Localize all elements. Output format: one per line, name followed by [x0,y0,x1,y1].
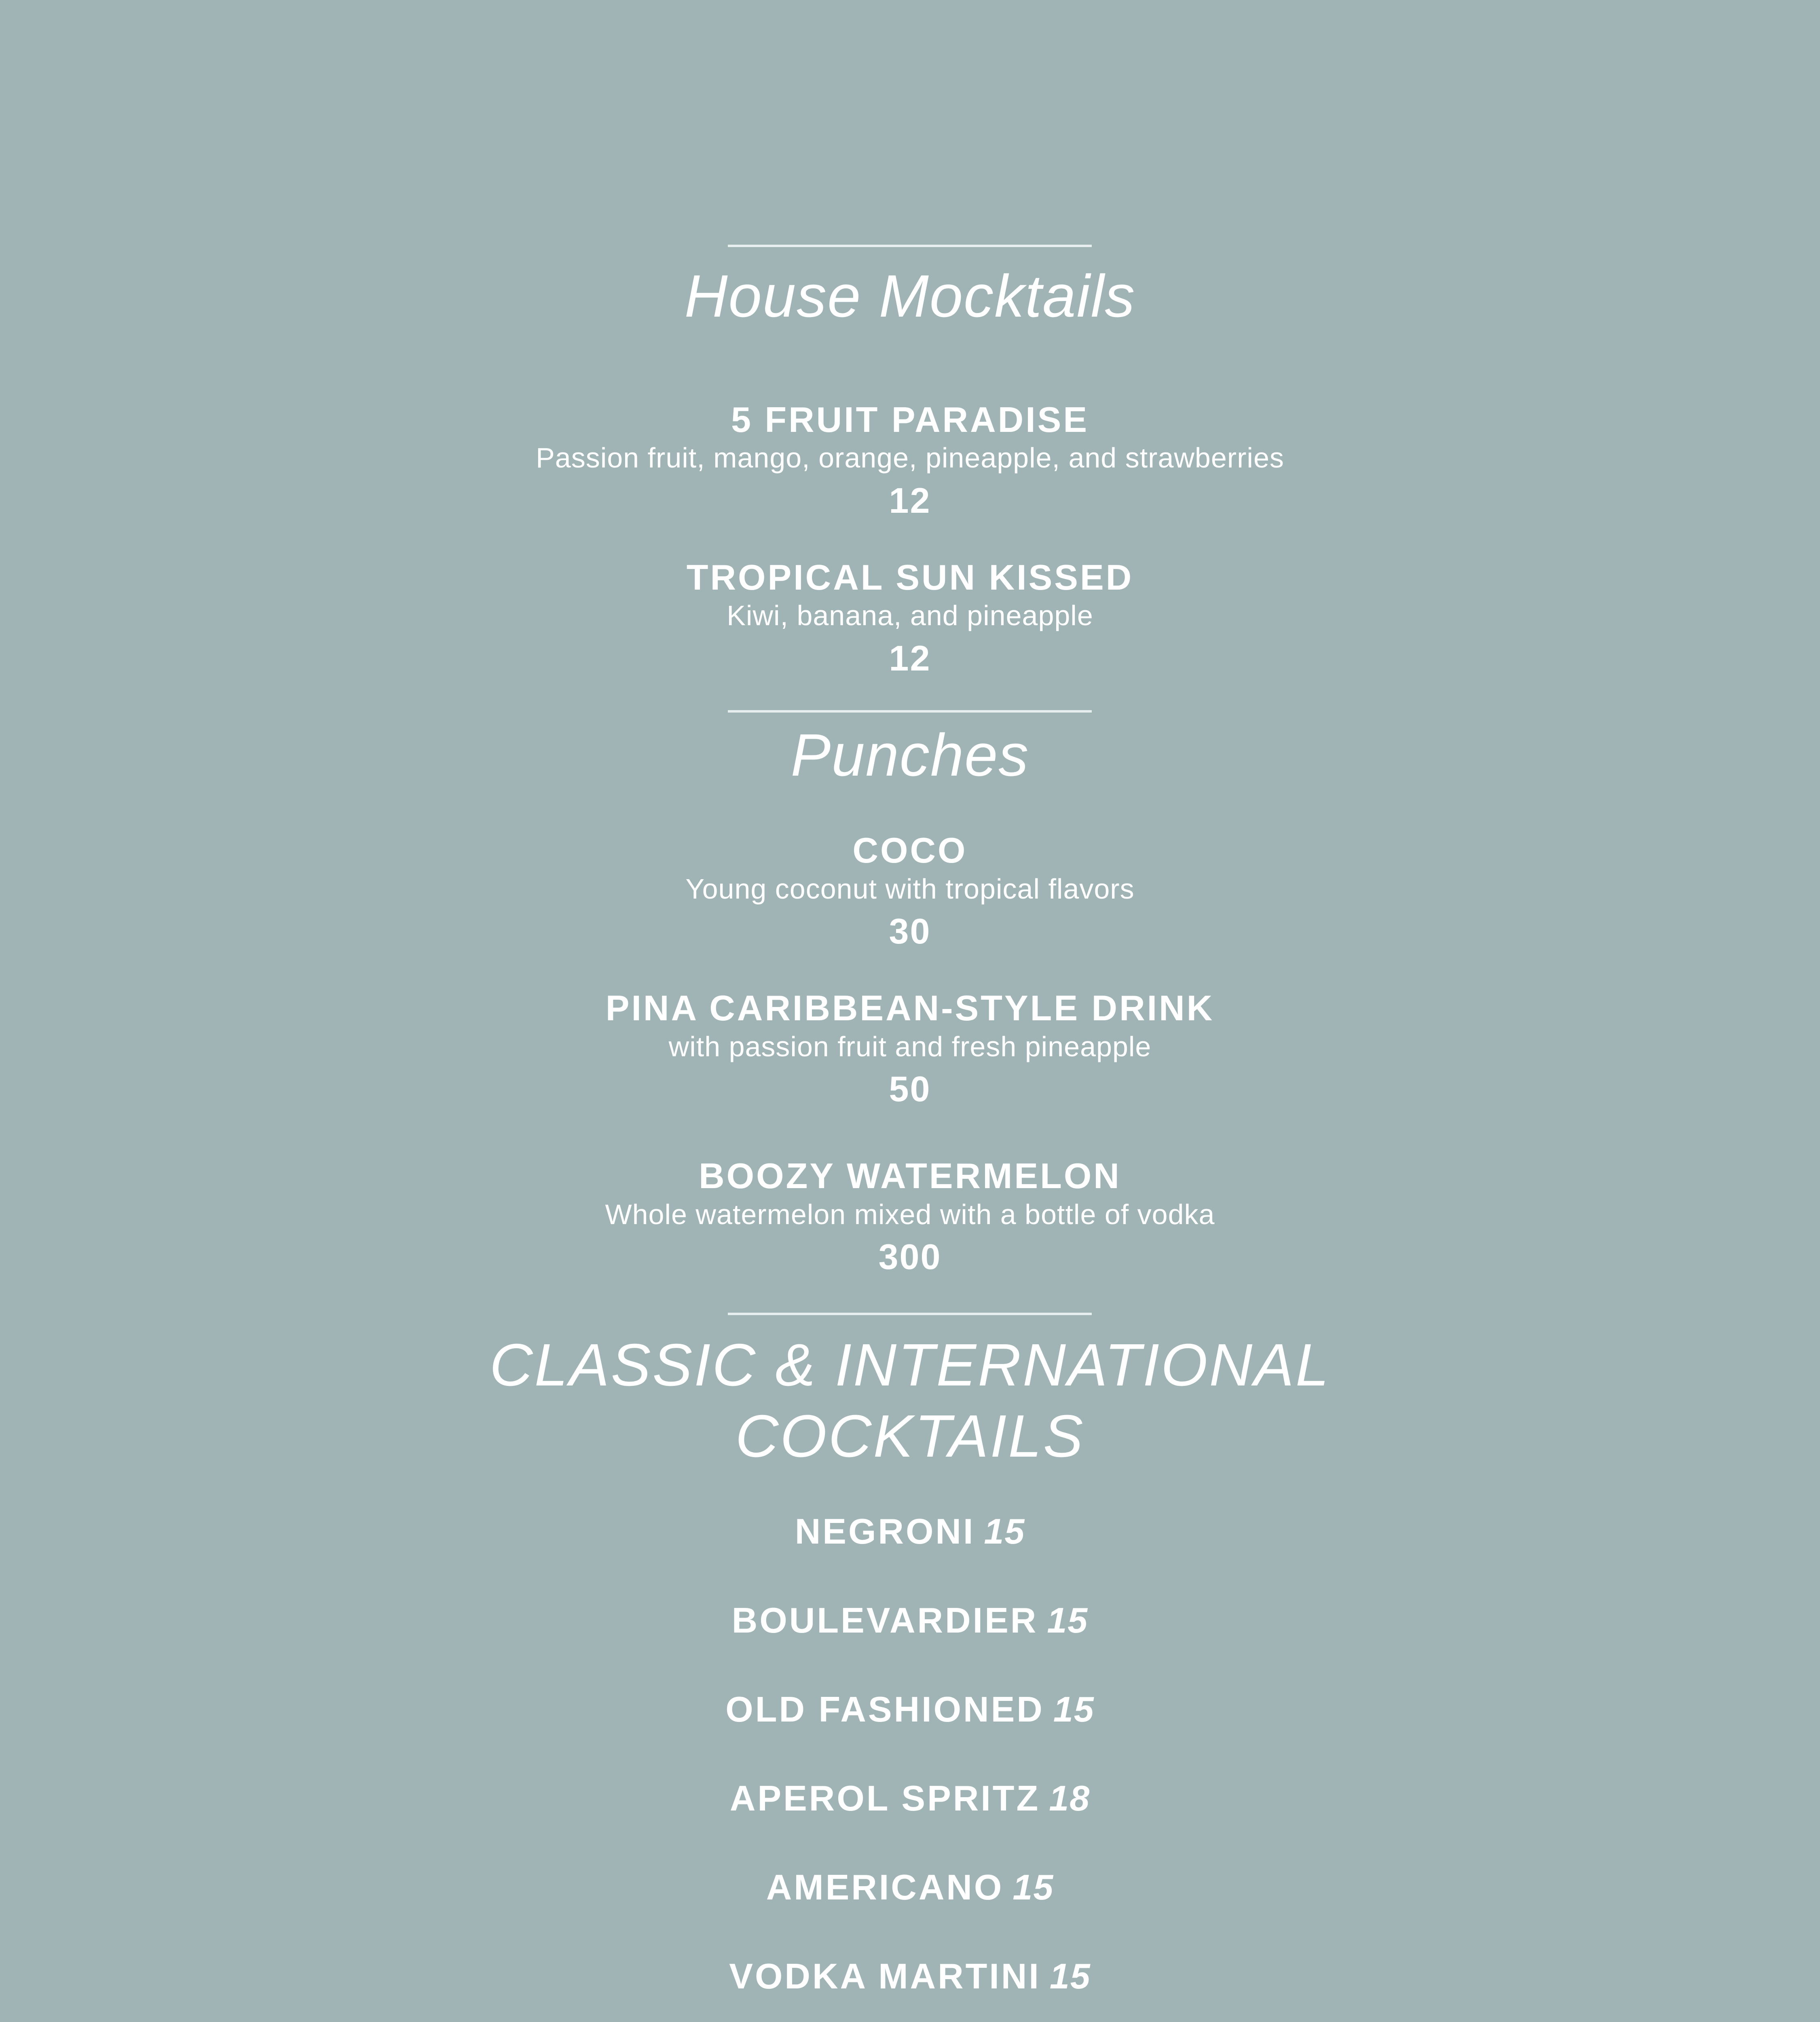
section-divider [728,710,1092,713]
section-title-classic-line2: COCKTAILS [735,1403,1085,1470]
cocktail-name: VODKA MARTINI [729,1956,1041,1996]
menu-item-description: Passion fruit, mango, orange, pineapple, and strawberries [536,442,1284,474]
menu-item-name: TROPICAL SUN KISSED [686,557,1134,597]
menu-item-description: Kiwi, banana, and pineapple [727,600,1093,631]
cocktail-price: 18 [1049,1778,1091,1818]
menu-item-name: 5 FRUIT PARADISE [731,400,1089,440]
cocktail-price: 15 [1053,1689,1095,1729]
cocktail-price: 15 [1047,1600,1089,1640]
cocktail-name: NEGRONI [795,1511,975,1551]
menu-item-description: with passion fruit and fresh pineapple [668,1031,1152,1062]
menu-item-price: 30 [889,911,931,951]
menu-item-price: 50 [889,1069,931,1109]
menu-item-description: Young coconut with tropical flavors [685,873,1135,905]
cocktail-row [0,1511,1820,1552]
menu-item-name: PINA CARIBBEAN-STYLE DRINK [605,988,1215,1028]
menu-item-name: COCO [852,830,968,870]
section-divider [728,245,1092,247]
cocktail-row [0,1689,1820,1730]
cocktail-name: OLD FASHIONED [725,1689,1044,1729]
cocktail-name: BOULEVARDIER [731,1600,1038,1640]
cocktail-row [0,1867,1820,1908]
section-title-classic-line1: CLASSIC & INTERNATIONAL [489,1332,1331,1398]
cocktail-price: 15 [1013,1867,1054,1907]
menu-item-description: Whole watermelon mixed with a bottle of vodka [605,1199,1215,1230]
cocktail-price: 15 [984,1511,1025,1551]
cocktail-row [0,1956,1820,1997]
menu-item-price: 12 [889,638,931,678]
section-title-house-mocktails: House Mocktails [684,263,1136,330]
section-divider [728,1313,1092,1315]
cocktail-name: AMERICANO [766,1867,1004,1907]
menu-item-price: 300 [878,1237,942,1277]
cocktail-row [0,1600,1820,1641]
cocktail-row [0,1778,1820,1819]
menu-item-name: BOOZY WATERMELON [699,1156,1121,1196]
section-title-punches: Punches [791,722,1029,789]
menu-item-price: 12 [889,480,931,520]
cocktail-price: 15 [1049,1956,1091,1996]
cocktail-name: APEROL SPRITZ [729,1778,1040,1818]
